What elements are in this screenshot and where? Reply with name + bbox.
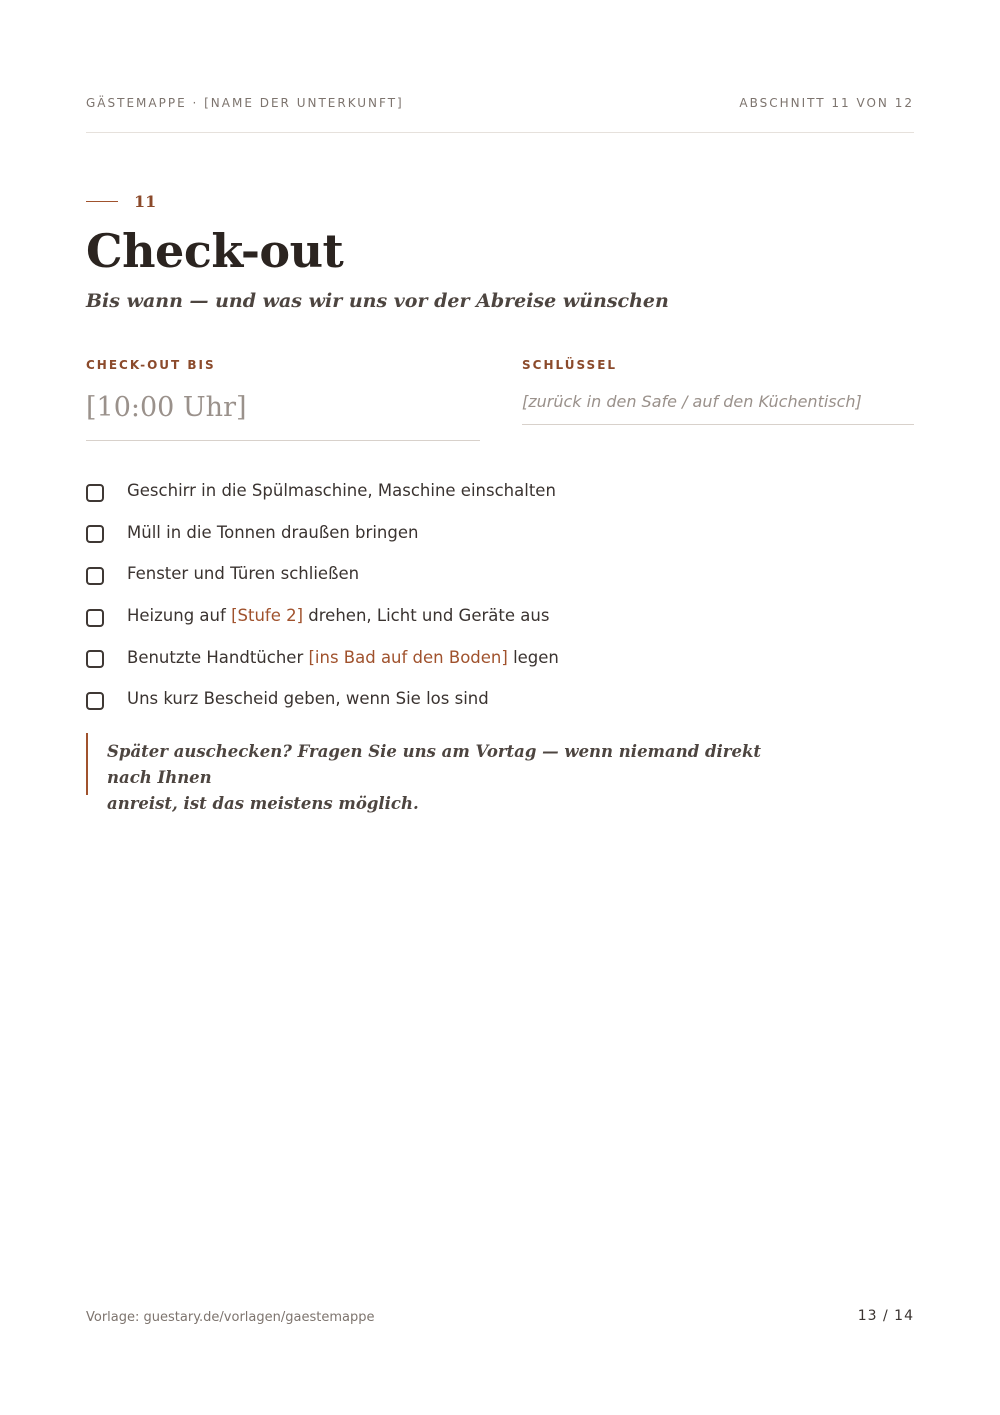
checklist-item-text: Benutzte Handtücher [ins Bad auf den Boden] legen xyxy=(127,647,559,667)
key-return-field: [zurück in den Safe / auf den Küchentisch] xyxy=(522,392,914,425)
checkbox[interactable] xyxy=(86,650,104,668)
page-title: Check-out xyxy=(86,224,344,278)
header-title: GÄSTEMAPPE · [NAME DER UNTERKUNFT] xyxy=(86,96,404,110)
checkbox[interactable] xyxy=(86,525,104,543)
checklist-item xyxy=(86,636,914,678)
footer-source: Vorlage: guestary.de/vorlagen/gaestemappe xyxy=(86,1310,375,1325)
checkbox[interactable] xyxy=(86,692,104,710)
checklist-item-text: Uns kurz Bescheid geben, wenn Sie los sind xyxy=(127,689,489,709)
checkout-checklist xyxy=(86,470,914,720)
late-checkout-note xyxy=(86,733,786,813)
section-number: 11 xyxy=(134,192,157,211)
page-number: 13 / 14 xyxy=(857,1308,914,1324)
checkbox[interactable] xyxy=(86,567,104,585)
header-section-indicator: ABSCHNITT 11 VON 12 xyxy=(739,96,914,110)
placeholder-highlight: [Stufe 2] xyxy=(231,606,304,626)
page-subtitle: Bis wann — und was wir uns vor der Abreise wünschen xyxy=(86,290,669,312)
section-number-row xyxy=(86,192,156,211)
checklist-item-text: Geschirr in die Spülmaschine, Maschine einschalten xyxy=(127,481,556,501)
checkout-label: CHECK-OUT BIS xyxy=(86,358,216,372)
placeholder-highlight: [ins Bad auf den Boden] xyxy=(308,647,508,667)
checkbox[interactable] xyxy=(86,609,104,627)
checklist-item xyxy=(86,595,914,637)
checkout-time-field: [10:00 Uhr] xyxy=(86,392,480,441)
checklist-item xyxy=(86,553,914,595)
checklist-item-text: Fenster und Türen schließen xyxy=(127,564,360,584)
checklist-item-text: Müll in die Tonnen draußen bringen xyxy=(127,522,419,542)
checkbox[interactable] xyxy=(86,484,104,502)
checklist-item xyxy=(86,470,914,512)
page-header xyxy=(86,96,914,133)
checklist-item-text: Heizung auf [Stufe 2] drehen, Licht und Geräte aus xyxy=(127,606,550,626)
key-label: SCHLÜSSEL xyxy=(522,358,618,372)
checklist-item xyxy=(86,512,914,554)
section-rule xyxy=(86,201,118,202)
checklist-item xyxy=(86,678,914,720)
callout-text: Später auschecken? Fragen Sie uns am Vortag — wenn niemand direkt nach Ihnen anreist, ist das meistens möglich. xyxy=(107,742,762,813)
